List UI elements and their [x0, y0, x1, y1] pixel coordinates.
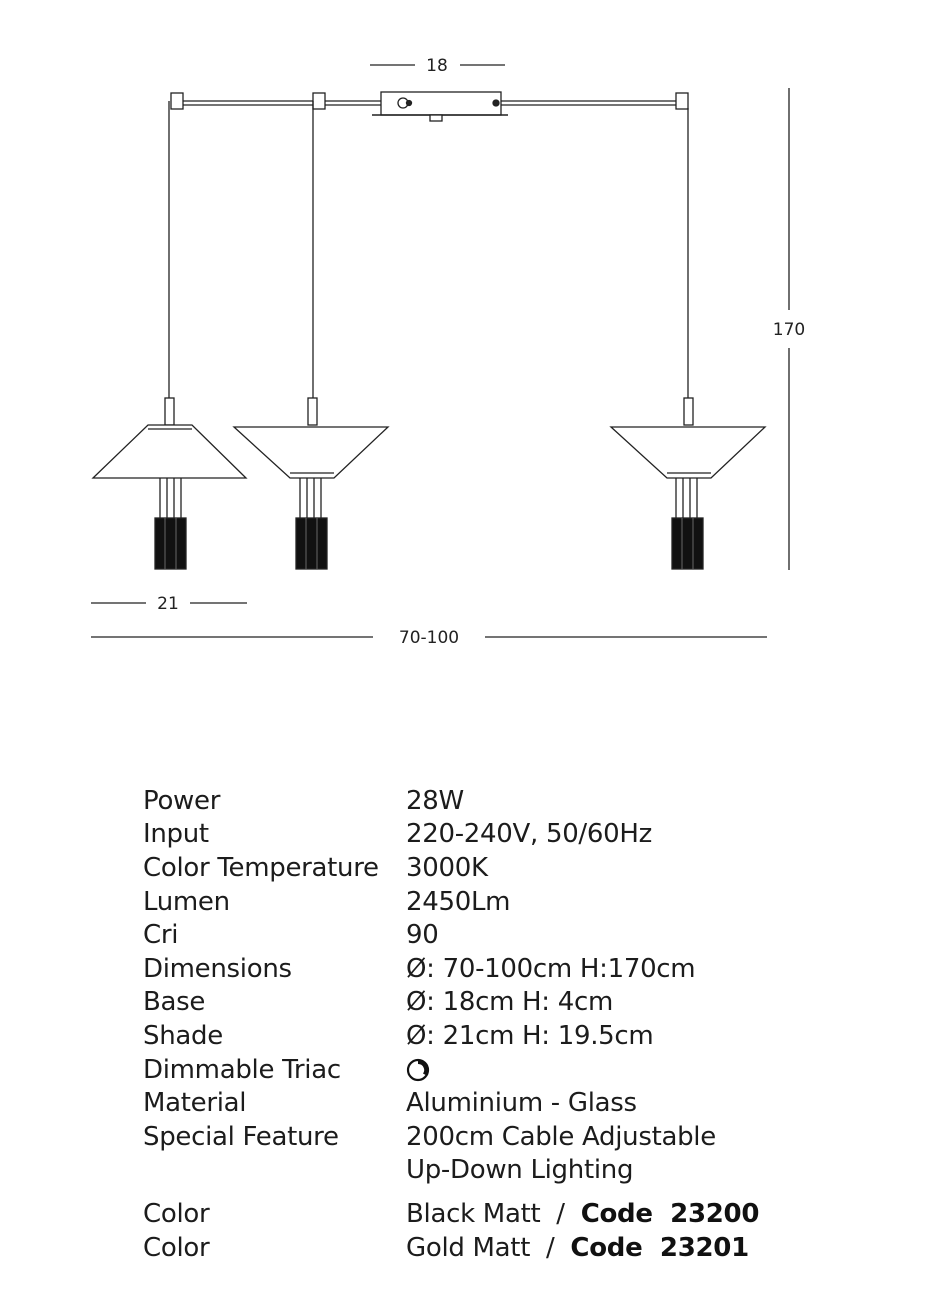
spec-label: Power — [143, 785, 221, 816]
spec-value: Ø: 18cm H: 4cm — [406, 987, 613, 1018]
color-row — [143, 1231, 843, 1265]
spec-label: Material — [143, 1088, 247, 1119]
spec-value: Ø: 21cm H: 19.5cm — [406, 1020, 654, 1051]
color-name: Black Matt / — [406, 1198, 581, 1229]
spec-row — [143, 1019, 843, 1053]
spec-label: Lumen — [143, 886, 230, 917]
spec-label: Shade — [143, 1020, 223, 1051]
spec-row — [143, 1120, 843, 1154]
spec-value: 200cm Cable Adjustable — [406, 1121, 716, 1152]
spec-row — [143, 851, 843, 885]
dimmable-icon — [406, 1058, 430, 1082]
product-code: Code 23200 — [580, 1198, 760, 1229]
spec-value: 28W — [406, 785, 464, 816]
product-code: Code 23201 — [570, 1232, 749, 1263]
color-value — [406, 1233, 749, 1263]
spec-label: Cri — [143, 920, 179, 951]
spec-row — [143, 784, 843, 818]
spec-row — [143, 1154, 843, 1188]
spec-value: 220-240V, 50/60Hz — [406, 819, 652, 850]
spec-value: Up-Down Lighting — [406, 1155, 634, 1186]
spec-row — [143, 1086, 843, 1120]
dimension-shade-diameter: 21 — [157, 594, 179, 614]
spec-row — [143, 952, 843, 986]
dimension-total-width: 70-100 — [398, 628, 460, 648]
color-label: Color — [143, 1232, 210, 1263]
spec-row — [143, 1053, 843, 1087]
spec-value: 2450Lm — [406, 886, 511, 917]
spec-row — [143, 885, 843, 919]
spec-value: 90 — [406, 920, 439, 951]
spec-row — [143, 986, 843, 1020]
spec-label: Dimmable Triac — [143, 1054, 341, 1085]
spec-label: Special Feature — [143, 1121, 339, 1152]
spec-label: Dimensions — [143, 953, 292, 984]
spec-label: Base — [143, 987, 206, 1018]
spec-value: 3000K — [406, 852, 488, 883]
color-row — [143, 1197, 843, 1231]
color-value — [406, 1199, 759, 1229]
spec-table — [143, 784, 843, 1264]
dimension-height: 170 — [772, 320, 806, 340]
spec-row — [143, 918, 843, 952]
spec-value: Aluminium - Glass — [406, 1088, 637, 1119]
spec-label: Color Temperature — [143, 852, 379, 883]
spec-row — [143, 818, 843, 852]
spec-value — [406, 1055, 430, 1085]
spec-label: Input — [143, 819, 209, 850]
dimension-base-width: 18 — [426, 56, 448, 76]
spec-value: Ø: 70-100cm H:170cm — [406, 953, 696, 984]
color-name: Gold Matt / — [406, 1232, 571, 1263]
color-label: Color — [143, 1198, 210, 1229]
